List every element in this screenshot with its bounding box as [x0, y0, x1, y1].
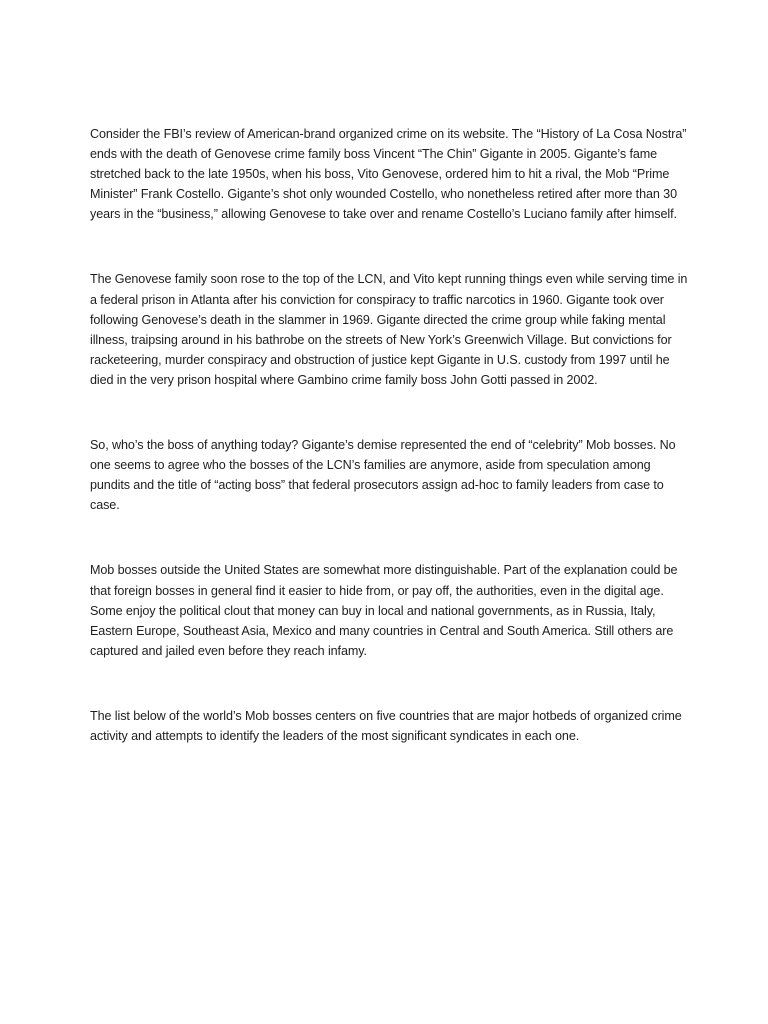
paragraph-5: The list below of the world’s Mob bosses centers on five countries that are major hotbeds of organized crime activity and attempts to identify the leaders of the most significant syndicates in each one.: [90, 708, 682, 743]
paragraph-1: Consider the FBI’s review of American-brand organized crime on its website. The “History of La Cosa Nostra” ends with the death of Genovese crime family boss Vincent “The Chin” Gigante in 2005. Gigante’s fame stretched back to the late 1950s, when his boss, Vito Genovese, ordered him to hit a rival, the Mob “Prime Minister” Frank Costello. Gigante’s shot only wounded Costello, who nonetheless retired after more than 30 years in the “business,” allowing Genovese to take over and rename Costello’s Luciano family after himself.: [90, 127, 687, 222]
document-body: [90, 124, 688, 791]
paragraph-4: Mob bosses outside the United States are somewhat more distinguishable. Part of the explanation could be that foreign bosses in general find it easier to hide from, or pay off, the authorities, even in the digital age. Some enjoy the political clout that money can buy in local and national governments, as in Russia, Italy, Eastern Europe, Southeast Asia, Mexico and many countries in Central and South America. Still others are captured and jailed even before they reach infamy.: [90, 563, 678, 658]
paragraph-3: So, who’s the boss of anything today? Gigante’s demise represented the end of “celebrity” Mob bosses. No one seems to agree who the bosses of the LCN’s families are anymore, aside from speculation among pundits and the title of “acting boss” that federal prosecutors assign ad-hoc to family leaders from case to case.: [90, 438, 676, 513]
paragraph-2: The Genovese family soon rose to the top of the LCN, and Vito kept running things even while serving time in a federal prison in Atlanta after his conviction for conspiracy to traffic narcotics in 1960. Gigante took over following Genovese’s death in the slammer in 1969. Gigante directed the crime group while faking mental illness, traipsing around in his bathrobe on the streets of New York’s Greenwich Village. But convictions for racketeering, murder conspiracy and obstruction of justice kept Gigante in U.S. custody from 1997 until he died in the very prison hospital where Gambino crime family boss John Gotti passed in 2002.: [90, 272, 688, 387]
